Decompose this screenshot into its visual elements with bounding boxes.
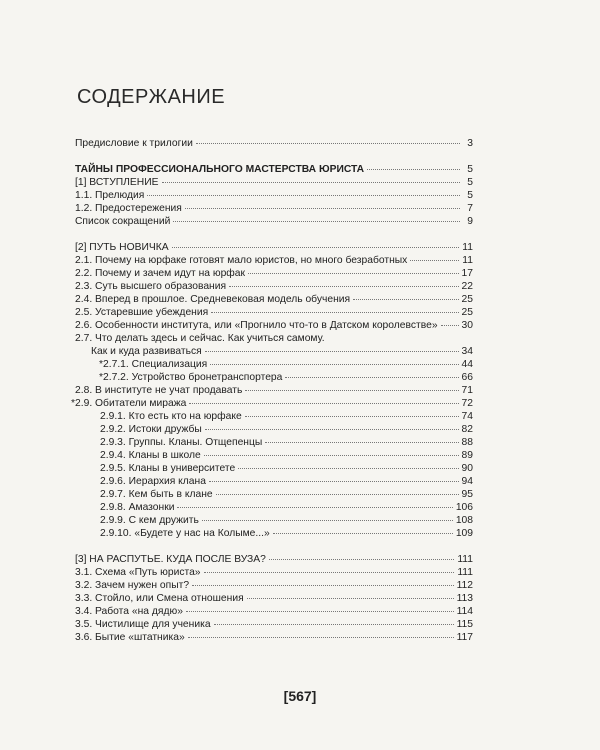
toc-entry[interactable] [75, 618, 473, 631]
toc-entry-title: 2.7. Что делать здесь и сейчас. Как учиться самому. [75, 333, 325, 344]
toc-entry-page: 82 [461, 424, 473, 435]
toc-entry-title: 2.9.4. Кланы в школе [100, 450, 201, 461]
toc-entry[interactable] [75, 384, 473, 397]
toc-entry-title: 2.2. Почему и зачем идут на юрфак [75, 268, 246, 279]
toc-entry-page: 71 [461, 385, 473, 396]
toc-entry-title: 3.3. Стойло, или Смена отношения [75, 593, 244, 604]
toc-entry-title: ТАЙНЫ ПРОФЕССИОНАЛЬНОГО МАСТЕРСТВА ЮРИСТА [75, 164, 365, 175]
toc-entry-title: 2.9.5. Кланы в университете [100, 463, 236, 474]
toc-entry-title: 2.4. Вперед в прошлое. Средневековая модель обучения [75, 294, 351, 305]
toc-entry[interactable] [75, 371, 473, 384]
toc-leader [189, 402, 458, 404]
toc-entry[interactable] [75, 293, 473, 306]
toc-entry[interactable] [75, 202, 473, 215]
toc-entry[interactable] [75, 605, 473, 618]
toc-leader [273, 532, 453, 534]
toc-section-title[interactable] [75, 163, 473, 176]
toc-entry[interactable] [75, 553, 473, 566]
toc-entry-page: 112 [456, 580, 473, 591]
toc-leader [162, 181, 461, 183]
toc-leader [367, 168, 460, 170]
toc-leader [269, 558, 454, 560]
toc-leader [147, 194, 460, 196]
toc-entry-title: *2.7.1. Специализация [99, 359, 208, 370]
toc-entry-title: 2.9.1. Кто есть кто на юрфаке [100, 411, 242, 422]
toc-entry[interactable] [75, 592, 473, 605]
page-title: СОДЕРЖАНИЕ [77, 86, 226, 108]
toc-entry-title: 1.1. Прелюдия [75, 190, 145, 201]
toc-leader [186, 610, 454, 612]
toc-leader [205, 428, 459, 430]
toc-leader [188, 636, 454, 638]
toc-leader [202, 519, 453, 521]
toc-leader [441, 324, 459, 326]
toc-entry-title: 2.9.9. С кем дружить [100, 515, 199, 526]
toc-entry-page: 95 [461, 489, 473, 500]
toc-entry-page: 34 [461, 346, 473, 357]
toc-entry-title: [1] ВСТУПЛЕНИЕ [75, 177, 159, 188]
toc-entry-title: Список сокращений [75, 216, 171, 227]
toc-entry-title: 2.8. В институте не учат продавать [75, 385, 243, 396]
toc-entry[interactable] [75, 189, 473, 202]
toc-entry[interactable] [75, 462, 473, 475]
toc-entry-page: 72 [461, 398, 473, 409]
toc-entry-page: 25 [461, 307, 473, 318]
toc-entry-page: 3 [467, 138, 473, 149]
page-number: [567] [283, 688, 317, 704]
toc-entry[interactable] [75, 579, 473, 592]
toc-entry-page: 111 [457, 567, 473, 578]
toc-leader [210, 363, 458, 365]
toc-entry-page: 115 [456, 619, 473, 630]
toc-entry-page: 90 [461, 463, 473, 474]
toc-entry-page: 11 [462, 242, 473, 253]
toc-entry-title: *2.9. Обитатели миража [71, 398, 187, 409]
toc-leader [209, 480, 459, 482]
toc-entry-title: *2.7.2. Устройство бронетранспортера [99, 372, 283, 383]
toc-entry-title: 3.2. Зачем нужен опыт? [75, 580, 190, 591]
toc-leader [204, 571, 455, 573]
toc-entry-page: 111 [457, 554, 473, 565]
toc-entry-title: [3] НА РАСПУТЬЕ. КУДА ПОСЛЕ ВУЗА? [75, 554, 266, 565]
toc-entry[interactable] [75, 358, 473, 371]
table-of-contents [71, 137, 473, 644]
toc-leader [173, 220, 460, 222]
toc-entry-title: 1.2. Предостережения [75, 203, 182, 214]
toc-entry-title: 2.9.3. Группы. Кланы. Отщепенцы [100, 437, 263, 448]
toc-leader [214, 623, 454, 625]
toc-leader [265, 441, 458, 443]
toc-entry-title: 2.3. Суть высшего образования [75, 281, 227, 292]
toc-leader [205, 350, 459, 352]
toc-leader [248, 272, 459, 274]
toc-entry[interactable] [75, 501, 473, 514]
toc-entry-title: 2.1. Почему на юрфаке готовят мало юристов, но много безработных [75, 255, 408, 266]
toc-leader [172, 246, 460, 248]
toc-entry-page: 5 [467, 190, 473, 201]
toc-entry[interactable] [75, 254, 473, 267]
toc-entry-page: 66 [461, 372, 473, 383]
toc-entry[interactable] [71, 397, 473, 410]
toc-entry-page: 106 [455, 502, 473, 513]
toc-entry-page: 22 [461, 281, 473, 292]
toc-entry-title: 3.6. Бытие «штатника» [75, 632, 185, 643]
toc-entry-page: 7 [467, 203, 473, 214]
toc-leader [185, 207, 460, 209]
toc-entry-title: 2.5. Устаревшие убеждения [75, 307, 209, 318]
toc-leader [204, 454, 459, 456]
toc-entry[interactable] [75, 410, 473, 423]
toc-entry-page: 113 [456, 593, 473, 604]
toc-leader [285, 376, 458, 378]
toc-leader [177, 506, 452, 508]
toc-entry-page: 117 [456, 632, 473, 643]
toc-entry-page: 25 [461, 294, 473, 305]
toc-entry-page: 108 [455, 515, 473, 526]
toc-entry-title: 3.5. Чистилище для ученика [75, 619, 211, 630]
toc-entry[interactable] [75, 566, 473, 579]
toc-entry-title: 2.9.6. Иерархия клана [100, 476, 206, 487]
toc-entry-page: 89 [461, 450, 473, 461]
toc-entry-page: 88 [461, 437, 473, 448]
toc-entry-title: 3.4. Работа «на дядю» [75, 606, 183, 617]
toc-entry-title: Предисловие к трилогии [75, 138, 193, 149]
toc-entry-page: 74 [461, 411, 473, 422]
toc-entry[interactable] [75, 345, 473, 358]
toc-entry-title: [2] ПУТЬ НОВИЧКА [75, 242, 169, 253]
toc-entry[interactable] [75, 631, 473, 644]
toc-entry-page: 9 [467, 216, 473, 227]
toc-entry[interactable] [75, 423, 473, 436]
toc-entry[interactable] [75, 176, 473, 189]
toc-leader [238, 467, 458, 469]
toc-entry-page: 30 [461, 320, 473, 331]
toc-entry-title: 2.9.7. Кем быть в клане [100, 489, 213, 500]
toc-entry[interactable] [75, 306, 473, 319]
toc-leader [192, 584, 454, 586]
toc-entry-title: 2.6. Особенности института, или «Прогнило что-то в Датском королевстве» [75, 320, 438, 331]
toc-entry-page: 5 [467, 164, 473, 175]
toc-entry-title: 3.1. Схема «Путь юриста» [75, 567, 201, 578]
toc-entry[interactable] [75, 280, 473, 293]
toc-entry-title: 2.9.10. «Будете у нас на Колыме...» [100, 528, 270, 539]
toc-entry[interactable] [75, 241, 473, 254]
toc-leader [216, 493, 459, 495]
toc-leader [245, 389, 458, 391]
toc-entry[interactable] [75, 267, 473, 280]
toc-entry-title: 2.9.8. Амазонки [100, 502, 175, 513]
toc-entry-title: 2.9.2. Истоки дружбы [100, 424, 202, 435]
toc-entry-page: 11 [462, 255, 473, 266]
toc-entry[interactable] [75, 475, 473, 488]
toc-leader [353, 298, 458, 300]
toc-entry-page: 109 [455, 528, 473, 539]
toc-leader [196, 142, 460, 144]
toc-entry[interactable] [75, 137, 473, 150]
toc-leader [247, 597, 454, 599]
toc-entry[interactable] [75, 488, 473, 501]
toc-entry[interactable] [75, 436, 473, 449]
toc-entry[interactable] [75, 319, 473, 332]
toc-leader [229, 285, 458, 287]
toc-entry-page: 5 [467, 177, 473, 188]
toc-entry[interactable] [75, 215, 473, 228]
toc-entry-page: 94 [461, 476, 473, 487]
toc-entry[interactable] [75, 332, 473, 345]
toc-leader [245, 415, 459, 417]
toc-entry-page: 17 [461, 268, 473, 279]
toc-leader [211, 311, 458, 313]
toc-entry[interactable] [75, 449, 473, 462]
toc-entry[interactable] [75, 527, 473, 540]
toc-leader [410, 259, 459, 261]
toc-entry-page: 114 [456, 606, 473, 617]
toc-entry-page: 44 [461, 359, 473, 370]
toc-entry-title: Как и куда развиваться [91, 346, 202, 357]
toc-entry[interactable] [75, 514, 473, 527]
